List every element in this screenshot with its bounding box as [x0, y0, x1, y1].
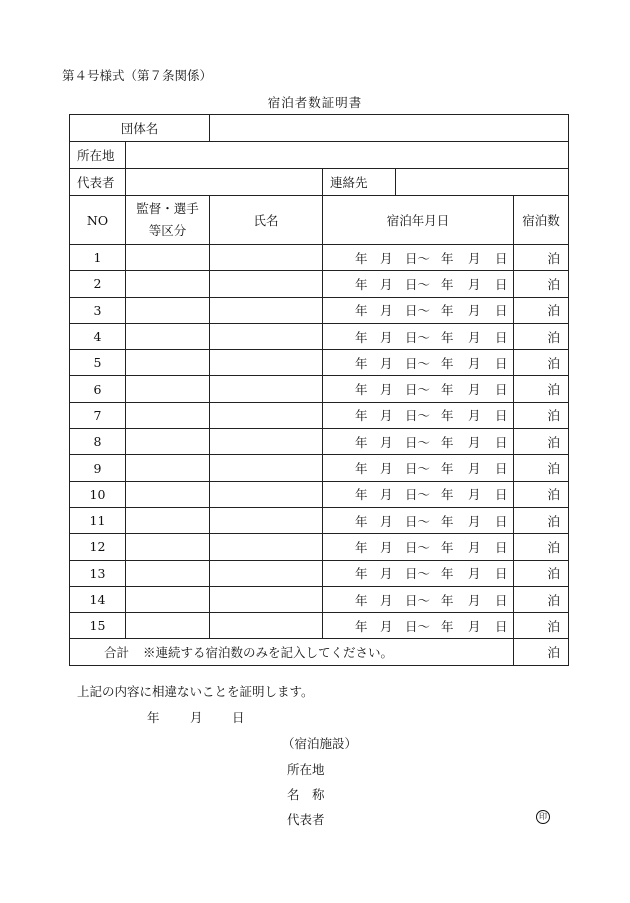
row-number: 5 [70, 350, 126, 376]
from-year: 年 [355, 329, 368, 345]
from-day: 日～ [405, 566, 431, 582]
table-row [70, 297, 569, 323]
lodging-dates-field[interactable] [323, 560, 514, 586]
name-field[interactable] [210, 481, 323, 507]
lodging-dates-field[interactable] [323, 429, 514, 455]
row-number: 7 [70, 402, 126, 428]
column-header-row [70, 196, 569, 245]
from-year: 年 [355, 408, 368, 424]
to-year: 年 [441, 276, 454, 292]
table-row [70, 402, 569, 428]
lodging-table [69, 114, 569, 666]
name-field[interactable] [210, 613, 323, 639]
facility-heading: （宿泊施設） [282, 736, 358, 751]
from-day: 日～ [405, 618, 431, 634]
from-month: 月 [380, 250, 393, 266]
nights-field[interactable]: 泊 [514, 245, 569, 271]
to-year: 年 [441, 513, 454, 529]
col-category [126, 196, 210, 245]
from-year: 年 [355, 250, 368, 266]
from-year: 年 [355, 566, 368, 582]
lodging-dates-field[interactable] [323, 402, 514, 428]
from-year: 年 [355, 539, 368, 555]
to-month: 月 [468, 592, 481, 608]
to-month: 月 [468, 487, 481, 503]
row-number: 13 [70, 560, 126, 586]
from-month: 月 [380, 461, 393, 477]
group-name-field[interactable] [210, 115, 569, 142]
from-day: 日～ [405, 276, 431, 292]
to-day: 日 [495, 618, 508, 634]
to-year: 年 [441, 329, 454, 345]
from-month: 月 [380, 566, 393, 582]
category-field[interactable] [126, 271, 210, 297]
to-month: 月 [468, 513, 481, 529]
group-name-row [70, 115, 569, 142]
certification-date [0, 708, 630, 726]
table-row [70, 560, 569, 586]
to-month: 月 [468, 355, 481, 371]
to-year: 年 [441, 566, 454, 582]
col-category-line1: 監督・選手 [136, 201, 199, 216]
to-month: 月 [468, 329, 481, 345]
row-number: 8 [70, 429, 126, 455]
name-field[interactable] [210, 350, 323, 376]
row-number: 9 [70, 455, 126, 481]
from-month: 月 [380, 382, 393, 398]
nights-field[interactable]: 泊 [514, 402, 569, 428]
nights-field[interactable]: 泊 [514, 376, 569, 402]
address-row [70, 142, 569, 169]
lodging-dates-field[interactable] [323, 323, 514, 349]
from-year: 年 [355, 382, 368, 398]
table-row [70, 507, 569, 533]
name-field[interactable] [210, 245, 323, 271]
category-field[interactable] [126, 507, 210, 533]
table-row [70, 271, 569, 297]
seal-mark: 印 [536, 810, 550, 824]
name-field[interactable] [210, 323, 323, 349]
category-field[interactable] [126, 429, 210, 455]
total-nights-field[interactable]: 泊 [514, 639, 569, 666]
to-month: 月 [468, 250, 481, 266]
category-field[interactable] [126, 350, 210, 376]
col-nights: 宿泊数 [514, 196, 569, 245]
from-year: 年 [355, 434, 368, 450]
to-day: 日 [495, 539, 508, 555]
row-number: 6 [70, 376, 126, 402]
to-year: 年 [441, 408, 454, 424]
from-month: 月 [380, 539, 393, 555]
facility-representative-label: 代表者 [287, 812, 325, 827]
to-year: 年 [441, 487, 454, 503]
from-day: 日～ [405, 250, 431, 266]
to-year: 年 [441, 539, 454, 555]
row-number: 12 [70, 534, 126, 560]
to-month: 月 [468, 618, 481, 634]
address-field[interactable] [126, 142, 569, 169]
table-row [70, 245, 569, 271]
name-field[interactable] [210, 402, 323, 428]
certification-statement: 上記の内容に相違ないことを証明します。 [77, 684, 314, 699]
to-day: 日 [495, 382, 508, 398]
nights-field[interactable]: 泊 [514, 586, 569, 612]
category-field[interactable] [126, 323, 210, 349]
row-number: 1 [70, 245, 126, 271]
to-day: 日 [495, 434, 508, 450]
from-day: 日～ [405, 434, 431, 450]
from-month: 月 [380, 592, 393, 608]
to-day: 日 [495, 487, 508, 503]
nights-field[interactable]: 泊 [514, 455, 569, 481]
to-year: 年 [441, 618, 454, 634]
lodging-dates-field[interactable] [323, 481, 514, 507]
to-month: 月 [468, 382, 481, 398]
from-day: 日～ [405, 355, 431, 371]
table-row [70, 376, 569, 402]
lodging-dates-field[interactable] [323, 271, 514, 297]
form-number: 第４号様式（第７条関係） [62, 68, 213, 83]
nights-field[interactable]: 泊 [514, 613, 569, 639]
from-year: 年 [355, 355, 368, 371]
to-day: 日 [495, 355, 508, 371]
contact-field[interactable] [396, 169, 569, 196]
to-year: 年 [441, 355, 454, 371]
from-day: 日～ [405, 461, 431, 477]
representative-row [70, 169, 569, 196]
from-month: 月 [380, 487, 393, 503]
contact-label: 連絡先 [323, 169, 396, 196]
to-month: 月 [468, 461, 481, 477]
from-month: 月 [380, 276, 393, 292]
category-field[interactable] [126, 481, 210, 507]
from-day: 日～ [405, 592, 431, 608]
nights-field[interactable]: 泊 [514, 297, 569, 323]
lodging-dates-field[interactable] [323, 297, 514, 323]
from-month: 月 [380, 329, 393, 345]
table-row [70, 350, 569, 376]
cert-month: 月 [190, 710, 203, 725]
row-number: 4 [70, 323, 126, 349]
to-day: 日 [495, 592, 508, 608]
from-day: 日～ [405, 408, 431, 424]
category-field[interactable] [126, 560, 210, 586]
table-row [70, 586, 569, 612]
category-field[interactable] [126, 245, 210, 271]
to-year: 年 [441, 250, 454, 266]
from-month: 月 [380, 434, 393, 450]
total-cell [70, 639, 514, 666]
nights-field[interactable]: 泊 [514, 429, 569, 455]
address-label: 所在地 [70, 142, 126, 169]
lodging-dates-field[interactable] [323, 613, 514, 639]
nights-field[interactable]: 泊 [514, 481, 569, 507]
from-year: 年 [355, 303, 368, 319]
category-field[interactable] [126, 402, 210, 428]
table-row [70, 455, 569, 481]
row-number: 14 [70, 586, 126, 612]
name-field[interactable] [210, 271, 323, 297]
name-field[interactable] [210, 429, 323, 455]
to-day: 日 [495, 408, 508, 424]
category-field[interactable] [126, 586, 210, 612]
row-number: 3 [70, 297, 126, 323]
to-year: 年 [441, 303, 454, 319]
name-field[interactable] [210, 534, 323, 560]
from-day: 日～ [405, 303, 431, 319]
to-day: 日 [495, 276, 508, 292]
from-month: 月 [380, 408, 393, 424]
table-row [70, 481, 569, 507]
from-day: 日～ [405, 382, 431, 398]
to-month: 月 [468, 303, 481, 319]
lodging-dates-field[interactable] [323, 534, 514, 560]
from-year: 年 [355, 487, 368, 503]
nights-field[interactable]: 泊 [514, 323, 569, 349]
nights-field[interactable]: 泊 [514, 534, 569, 560]
to-month: 月 [468, 434, 481, 450]
lodging-dates-field[interactable] [323, 586, 514, 612]
table-row [70, 429, 569, 455]
from-day: 日～ [405, 487, 431, 503]
name-field[interactable] [210, 376, 323, 402]
total-label: 合計 [104, 645, 130, 661]
name-field[interactable] [210, 560, 323, 586]
row-number: 15 [70, 613, 126, 639]
to-day: 日 [495, 513, 508, 529]
to-year: 年 [441, 461, 454, 477]
to-day: 日 [495, 566, 508, 582]
from-month: 月 [380, 303, 393, 319]
group-name-label: 団体名 [70, 115, 210, 142]
to-year: 年 [441, 382, 454, 398]
lodging-dates-field[interactable] [323, 245, 514, 271]
row-number: 10 [70, 481, 126, 507]
to-month: 月 [468, 276, 481, 292]
from-year: 年 [355, 513, 368, 529]
col-no: NO [70, 196, 126, 245]
lodging-dates-field[interactable] [323, 376, 514, 402]
nights-field[interactable]: 泊 [514, 271, 569, 297]
document-title: 宿泊者数証明書 [267, 95, 363, 110]
from-month: 月 [380, 513, 393, 529]
row-number: 2 [70, 271, 126, 297]
total-note: ※連続する宿泊数のみを記入してください。 [143, 645, 394, 661]
to-day: 日 [495, 329, 508, 345]
from-year: 年 [355, 618, 368, 634]
row-number: 11 [70, 507, 126, 533]
facility-name-label: 名 称 [287, 787, 325, 802]
col-category-line2: 等区分 [148, 223, 187, 238]
from-month: 月 [380, 618, 393, 634]
category-field[interactable] [126, 534, 210, 560]
nights-field[interactable]: 泊 [514, 350, 569, 376]
table-row [70, 534, 569, 560]
table-row [70, 613, 569, 639]
name-field[interactable] [210, 586, 323, 612]
to-month: 月 [468, 539, 481, 555]
from-day: 日～ [405, 329, 431, 345]
lodging-dates-field[interactable] [323, 507, 514, 533]
to-day: 日 [495, 303, 508, 319]
category-field[interactable] [126, 376, 210, 402]
table-row [70, 323, 569, 349]
lodging-dates-field[interactable] [323, 455, 514, 481]
nights-field[interactable]: 泊 [514, 560, 569, 586]
to-month: 月 [468, 566, 481, 582]
cert-year: 年 [147, 710, 160, 725]
name-field[interactable] [210, 455, 323, 481]
from-day: 日～ [405, 513, 431, 529]
cert-day: 日 [232, 710, 245, 725]
from-year: 年 [355, 461, 368, 477]
category-field[interactable] [126, 455, 210, 481]
col-name: 氏名 [210, 196, 323, 245]
representative-field[interactable] [126, 169, 323, 196]
to-year: 年 [441, 434, 454, 450]
lodging-dates-field[interactable] [323, 350, 514, 376]
col-dates: 宿泊年月日 [323, 196, 514, 245]
from-year: 年 [355, 592, 368, 608]
facility-address-label: 所在地 [287, 762, 325, 777]
total-row [70, 639, 569, 666]
from-month: 月 [380, 355, 393, 371]
name-field[interactable] [210, 297, 323, 323]
to-day: 日 [495, 250, 508, 266]
from-year: 年 [355, 276, 368, 292]
name-field[interactable] [210, 507, 323, 533]
nights-field[interactable]: 泊 [514, 507, 569, 533]
to-month: 月 [468, 408, 481, 424]
category-field[interactable] [126, 613, 210, 639]
representative-label: 代表者 [70, 169, 126, 196]
category-field[interactable] [126, 297, 210, 323]
to-year: 年 [441, 592, 454, 608]
to-day: 日 [495, 461, 508, 477]
from-day: 日～ [405, 539, 431, 555]
